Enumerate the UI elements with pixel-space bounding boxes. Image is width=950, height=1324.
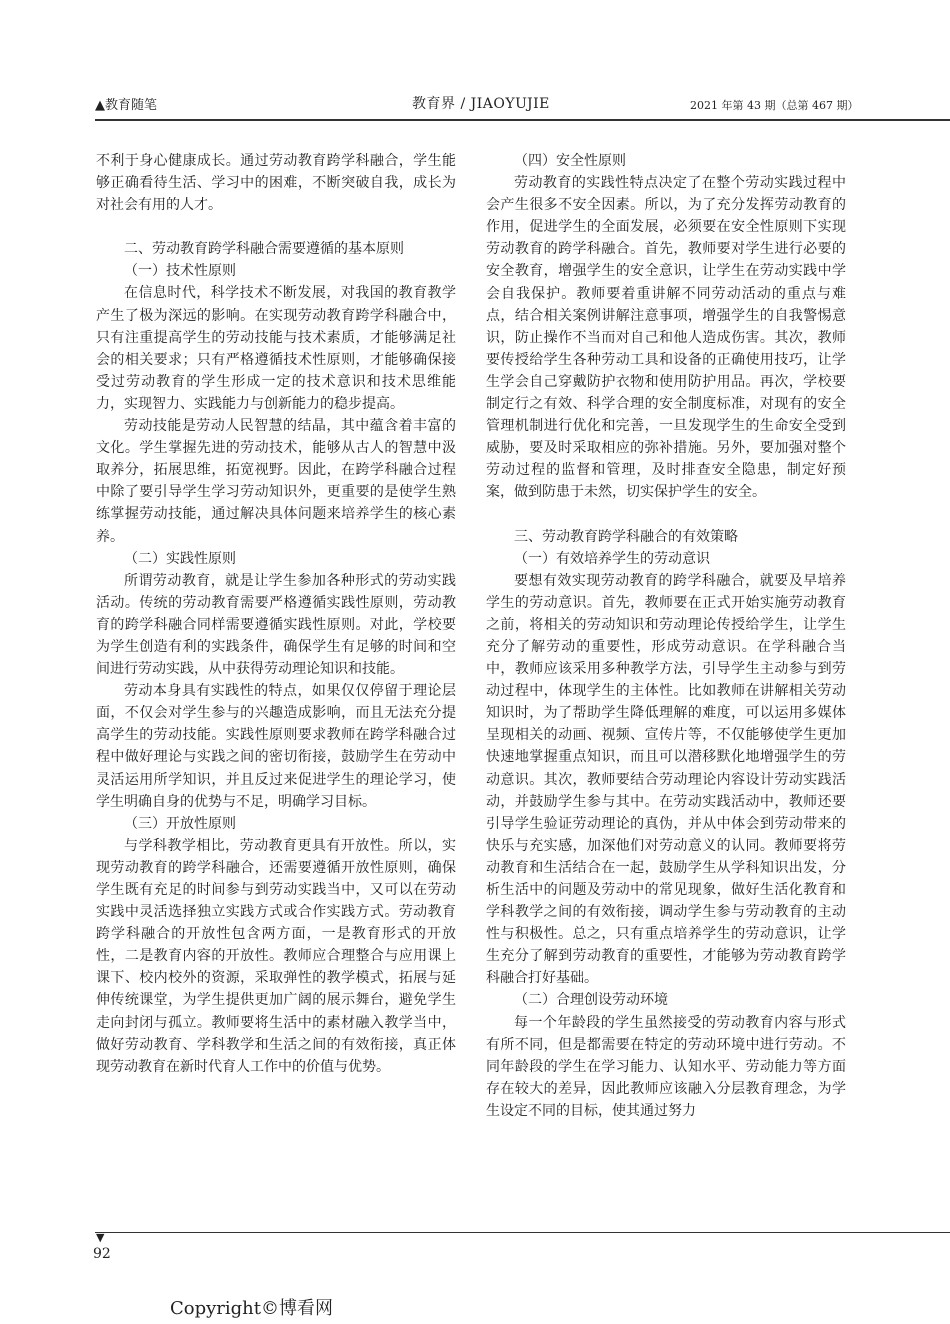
body-paragraph: 每一个年龄段的学生虽然接受的劳动教育内容与形式有所不同，但是都需要在特定的劳动环境中进行劳动。不同年龄段的学生在学习能力、认知水平、劳动能力等方面存在较大的差异，因此教师应该融入分层教育理念，为学生设定不同的目标，使其通过努力 xyxy=(486,1014,846,1119)
body-paragraph: 劳动教育的实践性特点决定了在整个劳动实践过程中会产生很多不安全因素。所以，为了充分发挥劳动教育的作用，促进学生的全面发展，必须要在安全性原则下实现劳动教育的跨学科融合。首先，教师要对学生进行必要的安全教育，增强学生的安全意识，让学生在劳动实践中学会自我保护。教师要着重讲解不同劳动活动的重点与难点，结合相关案例讲解注意事项，增强学生的自我警惕意识，防止操作不当而对自己和他人造成伤害。其次，教师要传授给学生各种劳动工具和设备的正确使用技巧，让学生学会自己穿戴防护衣物和使用防护用品。再次，学校要制定行之有效、科学合理的安全制度标准，对现有的安全管理机制进行优化和完善，一旦发现学生的生命安全受到威胁，要及时采取相应的弥补措施。另外，要加强对整个劳动过程的监督和管理，及时排查安全隐患，制定好预案，做到防患于未然，切实保护学生的安全。 xyxy=(486,175,846,501)
right-column xyxy=(486,150,846,1122)
section-heading: 三、劳动教育跨学科融合的有效策略 xyxy=(514,528,738,545)
page-number: 92 xyxy=(93,1246,111,1262)
body-paragraph: 不利于身心健康成长。通过劳动教育跨学科融合，学生能够正确看待生活、学习中的困难，不断突破自我，成长为对社会有用的人才。 xyxy=(96,153,456,214)
body-paragraph: 在信息时代，科学技术不断发展，对我国的教育教学产生了极为深远的影响。在实现劳动教育跨学科融合中，只有注重提高学生的劳动技能与技术素质，才能够满足社会的相关要求；只有严格遵循技术性原则，才能够确保接受过劳动教育的学生形成一定的技术意识和技术思维能力，实现智力、实践能力与创新能力的稳步提高。 xyxy=(96,285,456,412)
body-paragraph: 劳动技能是劳动人民智慧的结晶，其中蕴含着丰富的文化。学生掌握先进的劳动技术，能够从古人的智慧中汲取养分，拓展思维，拓宽视野。因此，在跨学科融合过程中除了要引导学生学习劳动知识外，更重要的是使学生熟练掌握劳动技能，通过解决具体问题来培养学生的核心素养。 xyxy=(96,418,456,545)
left-column xyxy=(96,150,456,1078)
journal-title: 教育界 / JIAOYUJIE xyxy=(412,96,550,112)
body-paragraph: 劳动本身具有实践性的特点，如果仅仅停留于理论层面，不仅会对学生参与的兴趣造成影响，而且无法充分提高学生的劳动技能。实践性原则要求教师在跨学科融合过程中做好理论与实践之间的密切衔接，鼓励学生在劳动中灵活运用所学知识，并且反过来促进学生的理论学习，使学生明确自身的优势与不足，明确学习目标。 xyxy=(96,683,456,810)
subsection-heading: （二）实践性原则 xyxy=(124,550,236,567)
header-divider xyxy=(95,119,950,121)
subsection-heading: （一）有效培养学生的劳动意识 xyxy=(514,550,710,567)
copyright-notice: Copyright©博看网 xyxy=(170,1298,334,1319)
body-paragraph: 要想有效实现劳动教育的跨学科融合，就要及早培养学生的劳动意识。首先，教师要在正式开始实施劳动教育之前，将相关的劳动知识和劳动理论传授给学生，让学生充分了解劳动的重要性，形成劳动意识。在学科融合当中，教师应该采用多种教学方法，引导学生主动参与到劳动过程中，体现学生的主体性。比如教师在讲解相关劳动知识时，为了帮助学生降低理解的难度，可以运用多媒体呈现相关的动画、视频、宣传片等，不仅能够使学生更加快速地掌握重点知识，而且可以潜移默化地增强学生的劳动意识。其次，教师要结合劳动理论内容设计劳动实践活动，并鼓励学生参与其中。在劳动实践活动中，教师还要引导学生验证劳动理论的真伪，并从中体会到劳动带来的快乐与充实感，加深他们对劳动意义的认同。教师要将劳动教育和生活结合在一起，鼓励学生从学科知识出发，分析生活中的问题及劳动中的常见现象，做好生活化教育和学科教学之间的有效衔接，调动学生参与劳动教育的主动性与积极性。总之，只有重点培养学生的劳动意识，让学生充分了解到劳动教育的重要性，才能够为劳动教育跨学科融合打好基础。 xyxy=(486,572,846,987)
section-label: ▲教育随笔 xyxy=(95,98,157,113)
section-heading: 二、劳动教育跨学科融合需要遵循的基本原则 xyxy=(124,241,404,258)
subsection-heading: （一）技术性原则 xyxy=(124,263,236,280)
paragraph-gap xyxy=(96,216,456,238)
paragraph-gap xyxy=(486,504,846,526)
footer-divider xyxy=(95,1232,950,1233)
subsection-heading: （四）安全性原则 xyxy=(514,153,626,169)
subsection-heading: （二）合理创设劳动环境 xyxy=(514,992,668,1009)
body-paragraph: 与学科教学相比，劳动教育更具有开放性。所以，实现劳动教育的跨学科融合，还需要遵循开放性原则，确保学生既有充足的时间参与到劳动实践当中，又可以在劳动实践中灵活选择独立实践方式或合作实践方式。劳动教育跨学科融合的开放性包含两方面，一是教育形式的开放性，二是教育内容的开放性。教师应合理整合与应用课上课下、校内校外的资源，采取弹性的教学模式，拓展与延伸传统课堂，为学生提供更加广阔的展示舞台，避免学生走向封闭与孤立。教师要将生活中的素材融入教学当中，做好劳动教育、学科教学和生活之间的有效衔接，真正体现劳动教育在新时代育人工作中的价值与优势。 xyxy=(96,837,456,1075)
subsection-heading: （三）开放性原则 xyxy=(124,815,236,832)
down-triangle-icon: ▼ xyxy=(96,1231,105,1244)
body-paragraph: 所谓劳动教育，就是让学生参加各种形式的劳动实践活动。传统的劳动教育需要严格遵循实践性原则，劳动教育的跨学科融合同样需要遵循实践性原则。对此，学校要为学生创造有利的实践条件，确保学生有足够的时间和空间进行劳动实践，从中获得劳动理论知识和技能。 xyxy=(96,572,456,678)
issue-info: 2021 年第 43 期（总第 467 期） xyxy=(690,99,859,112)
